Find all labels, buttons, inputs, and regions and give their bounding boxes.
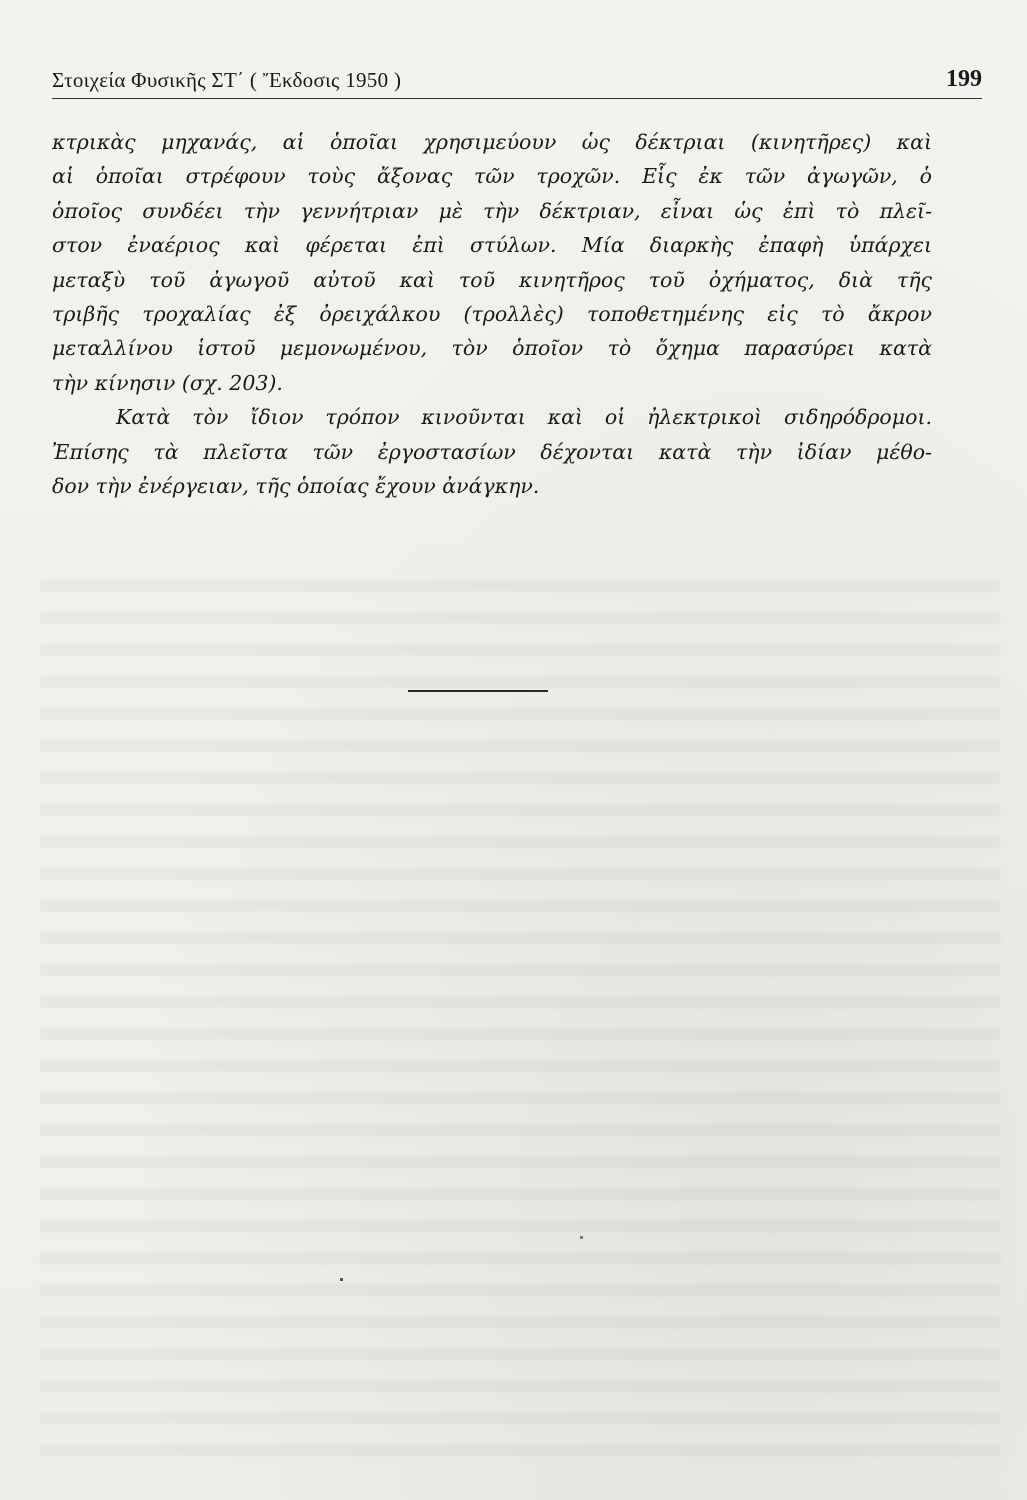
text-line: μεταξὺ τοῦ ἀγωγοῦ αὐτοῦ καὶ τοῦ κινητῆρος τοῦ ὀχήματος, διὰ τῆς — [52, 267, 932, 292]
text-line: τριβῆς τροχαλίας ἐξ ὀρειχάλκου (τρολλὲς) τοποθετημένης εἰς τὸ ἄκρον — [52, 302, 932, 327]
text-line: Κατὰ τὸν ἴδιον τρόπον κινοῦνται καὶ οἱ ἠλεκτρικοὶ σιδηρόδρομοι. — [116, 405, 932, 430]
page-number: 199 — [946, 66, 982, 92]
text-line: Ἐπίσης τὰ πλεῖστα τῶν ἐργοστασίων δέχονται κατὰ τὴν ἰδίαν μέθο- — [52, 439, 932, 464]
running-title: Στοιχεία Φυσικῆς ΣΤ΄ ( Ἔκδοσις 1950 ) — [52, 68, 402, 92]
body-text — [52, 125, 932, 503]
print-speck — [580, 1236, 583, 1239]
text-line: κτρικὰς μηχανάς, αἱ ὁποῖαι χρησιμεύουν ὡς δέκτριαι (κινητῆρες) καὶ — [52, 130, 932, 154]
print-speck — [340, 1278, 343, 1281]
page-header — [52, 68, 982, 98]
text-line: ὁποῖος συνδέει τὴν γεννήτριαν μὲ τὴν δέκτριαν, εἶναι ὡς ἐπὶ τὸ πλεῖ- — [52, 198, 932, 223]
text-line: μεταλλίνου ἱστοῦ μεμονωμένου, τὸν ὁποῖον τὸ ὄχημα παρασύρει κατὰ — [52, 336, 932, 361]
show-through-texture — [40, 560, 1000, 1460]
text-line: αἱ ὁποῖαι στρέφουν τοὺς ἄξονας τῶν τροχῶν. Εἷς ἐκ τῶν ἀγωγῶν, ὁ — [52, 164, 932, 189]
header-rule — [52, 98, 982, 99]
text-line: στον ἐναέριος καὶ φέρεται ἐπὶ στύλων. Μία διαρκὴς ἐπαφὴ ὑπάρχει — [52, 233, 932, 258]
section-end-rule — [408, 690, 548, 692]
text-line: δον τὴν ἐνέργειαν, τῆς ὁποίας ἔχουν ἀνάγκην. — [52, 474, 540, 499]
text-line: τὴν κίνησιν (σχ. 203). — [52, 370, 283, 395]
